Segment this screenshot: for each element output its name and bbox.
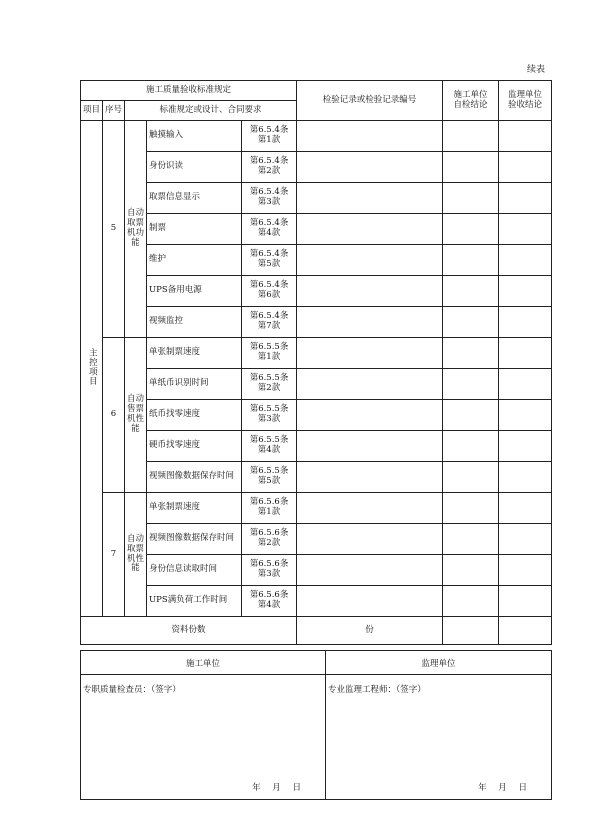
materials-contractor-cell[interactable] xyxy=(443,617,499,645)
supervisor-conclusion-cell[interactable] xyxy=(499,369,552,400)
item-clause-article: 第6.5.6条 xyxy=(249,590,289,601)
item-name: 触摸输入 xyxy=(147,121,242,152)
item-clause-paragraph: 第1款 xyxy=(257,507,281,517)
supervisor-conclusion-cell[interactable] xyxy=(499,462,552,493)
item-name: 取票信息显示 xyxy=(147,183,242,214)
item-row xyxy=(81,245,552,276)
item-clause-paragraph: 第5款 xyxy=(257,259,281,269)
supervisor-conclusion-cell[interactable] xyxy=(499,400,552,431)
supervisor-date: 年 月 日 xyxy=(478,783,527,793)
item-row xyxy=(81,307,552,338)
item-clause-paragraph: 第2款 xyxy=(257,383,281,393)
item-clause xyxy=(242,493,297,524)
item-name: 制票 xyxy=(147,214,242,245)
group-category: 自动取票机功能 xyxy=(125,121,147,338)
supervisor-conclusion-cell[interactable] xyxy=(499,276,552,307)
supervisor-conclusion-cell[interactable] xyxy=(499,245,552,276)
supervisor-conclusion-cell[interactable] xyxy=(499,493,552,524)
contractor-conclusion-cell[interactable] xyxy=(443,431,499,462)
item-clause-article: 第6.5.6条 xyxy=(249,559,289,570)
contractor-conclusion-cell[interactable] xyxy=(443,121,499,152)
requirement-header: 标准规定或设计、合同要求 xyxy=(125,101,297,121)
item-clause xyxy=(242,431,297,462)
item-row xyxy=(81,369,552,400)
item-clause xyxy=(242,276,297,307)
item-row xyxy=(81,183,552,214)
item-clause-paragraph: 第1款 xyxy=(257,352,281,362)
record-cell[interactable] xyxy=(297,586,443,617)
contractor-conclusion-cell[interactable] xyxy=(443,586,499,617)
record-cell[interactable] xyxy=(297,493,443,524)
group-category: 自动售票机性能 xyxy=(125,338,147,493)
contractor-conclusion-line2: 自检结论 xyxy=(453,99,488,110)
supervisor-conclusion-cell[interactable] xyxy=(499,152,552,183)
item-row xyxy=(81,214,552,245)
item-clause-article: 第6.5.4条 xyxy=(249,280,289,291)
item-clause-article: 第6.5.5条 xyxy=(249,373,289,384)
contractor-date: 年 月 日 xyxy=(252,783,301,793)
record-cell[interactable] xyxy=(297,152,443,183)
supervisor-conclusion-cell[interactable] xyxy=(499,555,552,586)
contractor-signature-cell[interactable] xyxy=(81,675,326,800)
record-cell[interactable] xyxy=(297,431,443,462)
item-clause xyxy=(242,152,297,183)
main-control-cell xyxy=(81,121,103,617)
contractor-conclusion-line1: 施工单位 xyxy=(453,89,488,100)
item-clause-paragraph: 第3款 xyxy=(257,414,281,424)
item-row xyxy=(81,400,552,431)
item-clause xyxy=(242,524,297,555)
record-cell[interactable] xyxy=(297,276,443,307)
item-name: 单张制票速度 xyxy=(147,338,242,369)
main-control-label: 主控项目 xyxy=(87,347,98,386)
supervisor-conclusion-cell[interactable] xyxy=(499,586,552,617)
item-clause xyxy=(242,245,297,276)
contractor-conclusion-cell[interactable] xyxy=(443,307,499,338)
item-name: 视频监控 xyxy=(147,307,242,338)
materials-label: 资料份数 xyxy=(81,617,297,645)
item-clause xyxy=(242,400,297,431)
item-name: 纸币找零速度 xyxy=(147,400,242,431)
contractor-conclusion-cell[interactable] xyxy=(443,152,499,183)
contractor-conclusion-cell[interactable] xyxy=(443,276,499,307)
item-clause-paragraph: 第4款 xyxy=(257,445,281,455)
item-row xyxy=(81,462,552,493)
contractor-conclusion-header xyxy=(443,81,499,121)
record-header: 检验记录或检验记录编号 xyxy=(297,81,443,121)
materials-row xyxy=(81,617,552,645)
item-clause-article: 第6.5.6条 xyxy=(249,528,289,539)
contractor-header: 施工单位 xyxy=(81,651,326,675)
item-row xyxy=(81,431,552,462)
item-name: UPS满负荷工作时间 xyxy=(147,586,242,617)
item-row xyxy=(81,152,552,183)
item-clause xyxy=(242,462,297,493)
project-header: 项目 xyxy=(81,101,103,121)
supervisor-conclusion-header xyxy=(499,81,552,121)
record-cell[interactable] xyxy=(297,555,443,586)
item-clause-article: 第6.5.4条 xyxy=(249,125,289,136)
supervisor-conclusion-cell[interactable] xyxy=(499,214,552,245)
item-row xyxy=(81,493,552,524)
contractor-conclusion-cell[interactable] xyxy=(443,400,499,431)
materials-supervisor-cell[interactable] xyxy=(499,617,552,645)
item-clause xyxy=(242,555,297,586)
item-name: 单纸币识别时间 xyxy=(147,369,242,400)
item-name: 硬币找零速度 xyxy=(147,431,242,462)
item-clause-article: 第6.5.4条 xyxy=(249,218,289,229)
supervisor-conclusion-line2: 验收结论 xyxy=(508,99,543,110)
item-clause-paragraph: 第1款 xyxy=(257,135,281,145)
supervisor-conclusion-cell[interactable] xyxy=(499,121,552,152)
record-cell[interactable] xyxy=(297,245,443,276)
inspection-table xyxy=(80,80,552,645)
contractor-conclusion-cell[interactable] xyxy=(443,555,499,586)
item-row xyxy=(81,555,552,586)
item-clause-paragraph: 第4款 xyxy=(257,228,281,238)
item-clause xyxy=(242,214,297,245)
contractor-conclusion-cell[interactable] xyxy=(443,493,499,524)
item-clause-article: 第6.5.6条 xyxy=(249,497,289,508)
supervisor-conclusion-cell[interactable] xyxy=(499,431,552,462)
record-cell[interactable] xyxy=(297,121,443,152)
item-name: 单张制票速度 xyxy=(147,493,242,524)
record-cell[interactable] xyxy=(297,307,443,338)
item-clause-article: 第6.5.4条 xyxy=(249,156,289,167)
item-name: 身份识读 xyxy=(147,152,242,183)
record-cell[interactable] xyxy=(297,462,443,493)
item-clause-paragraph: 第3款 xyxy=(257,569,281,579)
group-seq: 6 xyxy=(103,338,125,493)
item-clause-paragraph: 第2款 xyxy=(257,166,281,176)
item-clause-article: 第6.5.4条 xyxy=(249,249,289,260)
item-clause-paragraph: 第6款 xyxy=(257,290,281,300)
supervisor-signature-label: 专业监理工程师：（签字） xyxy=(328,685,426,695)
item-name: UPS备用电源 xyxy=(147,276,242,307)
continued-label: 续表 xyxy=(527,65,546,75)
materials-count[interactable]: 份 xyxy=(297,617,443,645)
supervisor-conclusion-cell[interactable] xyxy=(499,307,552,338)
item-row xyxy=(81,524,552,555)
record-cell[interactable] xyxy=(297,369,443,400)
item-name: 视频图像数据保存时间 xyxy=(147,524,242,555)
contractor-conclusion-cell[interactable] xyxy=(443,214,499,245)
contractor-conclusion-cell[interactable] xyxy=(443,369,499,400)
contractor-signature-label: 专职质量检查员：（签字） xyxy=(83,685,181,695)
item-name: 视频图像数据保存时间 xyxy=(147,462,242,493)
item-clause-article: 第6.5.5条 xyxy=(249,342,289,353)
supervisor-conclusion-cell[interactable] xyxy=(499,183,552,214)
record-cell[interactable] xyxy=(297,183,443,214)
item-clause xyxy=(242,369,297,400)
item-row xyxy=(81,338,552,369)
item-clause-article: 第6.5.5条 xyxy=(249,404,289,415)
contractor-conclusion-cell[interactable] xyxy=(443,462,499,493)
item-row xyxy=(81,121,552,152)
item-clause-article: 第6.5.4条 xyxy=(249,311,289,322)
item-clause-paragraph: 第4款 xyxy=(257,600,281,610)
supervisor-conclusion-cell[interactable] xyxy=(499,524,552,555)
record-cell[interactable] xyxy=(297,338,443,369)
item-clause xyxy=(242,586,297,617)
item-clause-article: 第6.5.5条 xyxy=(249,466,289,477)
item-row xyxy=(81,586,552,617)
contractor-conclusion-cell[interactable] xyxy=(443,338,499,369)
item-name: 维护 xyxy=(147,245,242,276)
item-clause-paragraph: 第7款 xyxy=(257,321,281,331)
supervisor-conclusion-line1: 监理单位 xyxy=(508,89,543,100)
seq-header: 序号 xyxy=(103,101,125,121)
item-name: 身份信息读取时间 xyxy=(147,555,242,586)
group-seq: 7 xyxy=(103,493,125,617)
record-cell[interactable] xyxy=(297,524,443,555)
contractor-conclusion-cell[interactable] xyxy=(443,183,499,214)
item-clause-article: 第6.5.5条 xyxy=(249,435,289,446)
standard-group-header: 施工质量验收标准规定 xyxy=(81,81,297,101)
item-clause-paragraph: 第5款 xyxy=(257,476,281,486)
record-cell[interactable] xyxy=(297,214,443,245)
supervisor-header: 监理单位 xyxy=(326,651,552,675)
item-clause xyxy=(242,307,297,338)
group-category: 自动取票机性能 xyxy=(125,493,147,617)
signature-table xyxy=(80,650,552,800)
item-clause-article: 第6.5.4条 xyxy=(249,187,289,198)
supervisor-signature-cell[interactable] xyxy=(326,675,552,800)
contractor-conclusion-cell[interactable] xyxy=(443,245,499,276)
item-clause-paragraph: 第3款 xyxy=(257,197,281,207)
item-clause xyxy=(242,183,297,214)
item-clause xyxy=(242,338,297,369)
contractor-conclusion-cell[interactable] xyxy=(443,524,499,555)
item-row xyxy=(81,276,552,307)
item-clause xyxy=(242,121,297,152)
item-clause-paragraph: 第2款 xyxy=(257,538,281,548)
group-seq: 5 xyxy=(103,121,125,338)
record-cell[interactable] xyxy=(297,400,443,431)
supervisor-conclusion-cell[interactable] xyxy=(499,338,552,369)
